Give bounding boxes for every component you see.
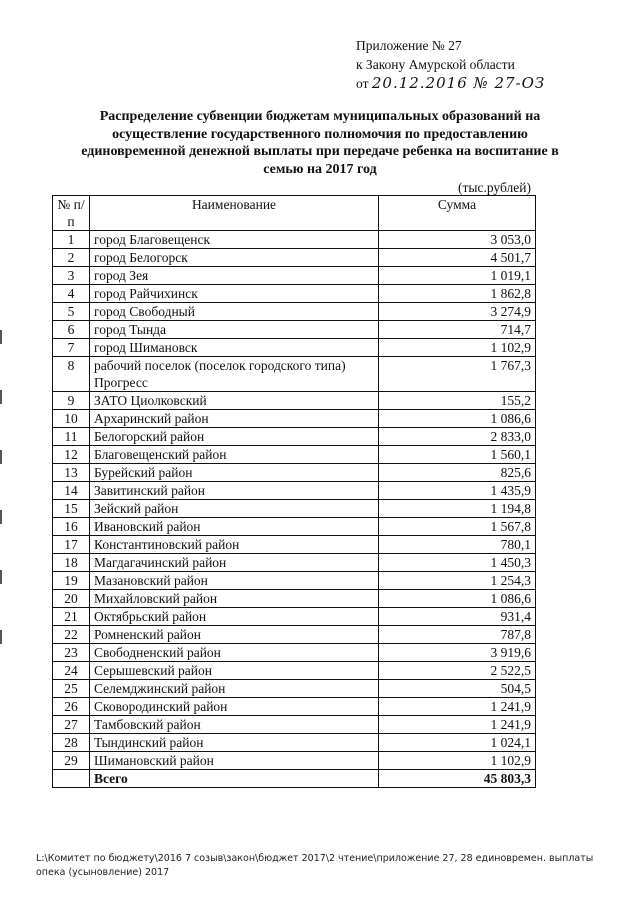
- row-name: Архаринский район: [90, 410, 379, 428]
- row-number: 4: [53, 285, 90, 303]
- table-row: [53, 500, 536, 518]
- row-sum: 3 274,9: [379, 303, 536, 321]
- row-sum: 787,8: [379, 626, 536, 644]
- row-name: Свободненский район: [90, 644, 379, 662]
- row-sum: 1 241,9: [379, 698, 536, 716]
- handwritten-date: 20.12.2016 № 27-ОЗ: [371, 74, 546, 92]
- row-name: Завитинский район: [90, 482, 379, 500]
- total-label: Всего: [90, 770, 379, 788]
- row-number: 3: [53, 267, 90, 285]
- row-number: 5: [53, 303, 90, 321]
- table-row: [53, 698, 536, 716]
- row-sum: 1 567,8: [379, 518, 536, 536]
- document-title: Распределение субвенции бюджетам муниципальных образований на осуществление государственного полномочия по предоставлению единовременной денежной выплаты при передаче ребенка на воспитание в семью на 2017 год: [81, 109, 559, 177]
- row-number: 9: [53, 392, 90, 410]
- table-row: [53, 662, 536, 680]
- appendix-number: Приложение № 27: [356, 38, 462, 53]
- row-name: Серышевский район: [90, 662, 379, 680]
- row-sum: 780,1: [379, 536, 536, 554]
- row-number: 25: [53, 680, 90, 698]
- appendix-law: к Закону Амурской области: [356, 57, 515, 72]
- row-name: Константиновский район: [90, 536, 379, 554]
- row-name: город Шимановск: [90, 339, 379, 357]
- row-name: Октябрьский район: [90, 608, 379, 626]
- table-row: [53, 608, 536, 626]
- row-name: город Райчихинск: [90, 285, 379, 303]
- row-name: город Благовещенск: [90, 231, 379, 249]
- row-name: Шимановский район: [90, 752, 379, 770]
- row-name: Михайловский район: [90, 590, 379, 608]
- table-row: [53, 482, 536, 500]
- row-sum: 3 053,0: [379, 231, 536, 249]
- row-name: Ивановский район: [90, 518, 379, 536]
- row-name: город Белогорск: [90, 249, 379, 267]
- row-number: 17: [53, 536, 90, 554]
- total-num: [53, 770, 90, 788]
- row-sum: 1 024,1: [379, 734, 536, 752]
- table-row: [53, 518, 536, 536]
- row-name: Белогорский район: [90, 428, 379, 446]
- table-body: [53, 231, 536, 770]
- row-sum: 1 560,1: [379, 446, 536, 464]
- table-row: [53, 716, 536, 734]
- table-row: [53, 357, 536, 392]
- row-sum: 1 102,9: [379, 752, 536, 770]
- row-number: 19: [53, 572, 90, 590]
- table-row: [53, 464, 536, 482]
- row-name: Бурейский район: [90, 464, 379, 482]
- column-header-name: Наименование: [90, 196, 379, 231]
- margin-mark: [0, 390, 2, 404]
- margin-mark: [0, 510, 2, 524]
- table-row: [53, 680, 536, 698]
- row-number: 20: [53, 590, 90, 608]
- row-number: 27: [53, 716, 90, 734]
- margin-mark: [0, 450, 2, 464]
- row-number: 11: [53, 428, 90, 446]
- row-number: 24: [53, 662, 90, 680]
- row-name: город Тында: [90, 321, 379, 339]
- row-sum: 1 450,3: [379, 554, 536, 572]
- row-sum: 1 194,8: [379, 500, 536, 518]
- row-number: 22: [53, 626, 90, 644]
- file-path-footer: L:\Комитет по бюджету\2016 7 созыв\закон\бюджет 2017\2 чтение\приложение 27, 28 единовремен. выплаты опека (усыновление) 2017: [36, 853, 594, 878]
- date-prefix: от: [356, 76, 369, 91]
- row-name: Тамбовский район: [90, 716, 379, 734]
- column-header-num: № п/п: [53, 196, 90, 231]
- row-name: ЗАТО Циолковский: [90, 392, 379, 410]
- row-number: 7: [53, 339, 90, 357]
- row-sum: 2 833,0: [379, 428, 536, 446]
- row-number: 6: [53, 321, 90, 339]
- row-name: рабочий поселок (поселок городского типа) Прогресс: [90, 357, 379, 392]
- table-row: [53, 626, 536, 644]
- row-sum: 825,6: [379, 464, 536, 482]
- row-sum: 1 254,3: [379, 572, 536, 590]
- row-name: Сковородинский район: [90, 698, 379, 716]
- row-name: Зейский район: [90, 500, 379, 518]
- row-sum: 1 435,9: [379, 482, 536, 500]
- margin-mark: [0, 570, 2, 584]
- table-row: [53, 267, 536, 285]
- margin-mark: [0, 630, 2, 644]
- row-sum: 155,2: [379, 392, 536, 410]
- row-sum: 1 767,3: [379, 357, 536, 392]
- row-number: 16: [53, 518, 90, 536]
- table-row: [53, 590, 536, 608]
- row-number: 1: [53, 231, 90, 249]
- row-sum: 714,7: [379, 321, 536, 339]
- appendix-header: [356, 36, 545, 93]
- row-name: город Зея: [90, 267, 379, 285]
- row-number: 26: [53, 698, 90, 716]
- row-name: Ромненский район: [90, 626, 379, 644]
- table-row: [53, 752, 536, 770]
- row-number: 8: [53, 357, 90, 392]
- table-row: [53, 446, 536, 464]
- row-sum: 1 102,9: [379, 339, 536, 357]
- table-row: [53, 644, 536, 662]
- table-row: [53, 249, 536, 267]
- row-name: Селемджинский район: [90, 680, 379, 698]
- row-sum: 1 086,6: [379, 410, 536, 428]
- table-row: [53, 572, 536, 590]
- units-label: (тыс.рублей): [458, 180, 531, 195]
- table-row: [53, 410, 536, 428]
- scan-margin-marks: [0, 330, 3, 690]
- table-row: [53, 428, 536, 446]
- table-row: [53, 321, 536, 339]
- table-row: [53, 339, 536, 357]
- row-number: 29: [53, 752, 90, 770]
- table-header-row: [53, 196, 536, 231]
- table-row: [53, 231, 536, 249]
- appendix-date-line: [356, 74, 545, 93]
- row-sum: 1 862,8: [379, 285, 536, 303]
- total-sum: 45 803,3: [379, 770, 536, 788]
- total-row: [53, 770, 536, 788]
- table-row: [53, 392, 536, 410]
- row-sum: 931,4: [379, 608, 536, 626]
- row-number: 15: [53, 500, 90, 518]
- table-row: [53, 303, 536, 321]
- row-sum: 2 522,5: [379, 662, 536, 680]
- row-sum: 504,5: [379, 680, 536, 698]
- row-sum: 3 919,6: [379, 644, 536, 662]
- row-name: город Свободный: [90, 303, 379, 321]
- table-row: [53, 285, 536, 303]
- row-name: Магдагачинский район: [90, 554, 379, 572]
- table-row: [53, 734, 536, 752]
- row-number: 10: [53, 410, 90, 428]
- row-number: 21: [53, 608, 90, 626]
- column-header-sum: Сумма: [379, 196, 536, 231]
- subvention-table: [52, 195, 536, 788]
- table-row: [53, 536, 536, 554]
- row-sum: 1 019,1: [379, 267, 536, 285]
- margin-mark: [0, 330, 2, 344]
- row-sum: 1 086,6: [379, 590, 536, 608]
- row-number: 2: [53, 249, 90, 267]
- row-number: 28: [53, 734, 90, 752]
- row-name: Тындинский район: [90, 734, 379, 752]
- row-name: Благовещенский район: [90, 446, 379, 464]
- row-number: 12: [53, 446, 90, 464]
- row-number: 18: [53, 554, 90, 572]
- table-row: [53, 554, 536, 572]
- row-number: 14: [53, 482, 90, 500]
- row-number: 13: [53, 464, 90, 482]
- row-name: Мазановский район: [90, 572, 379, 590]
- row-number: 23: [53, 644, 90, 662]
- row-sum: 1 241,9: [379, 716, 536, 734]
- row-sum: 4 501,7: [379, 249, 536, 267]
